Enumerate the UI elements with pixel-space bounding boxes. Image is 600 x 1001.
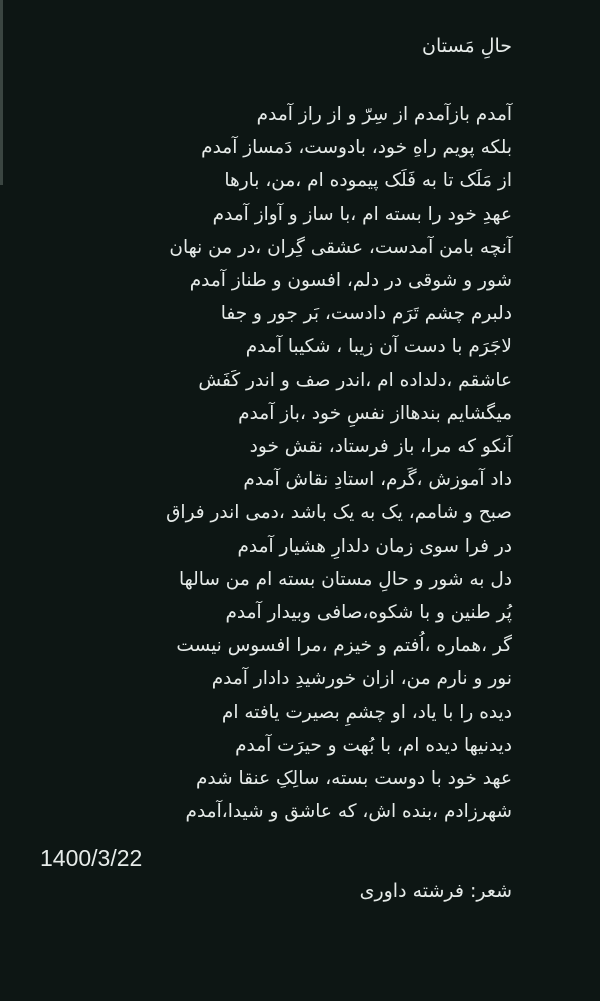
poem-line: صبح و شامم، یک به یک باشد ،دمی اندر فراق — [166, 502, 512, 524]
poem-line: نور و نارم من، ازان خورشیدِ دادار آمدم — [211, 668, 512, 690]
poem-line: در فرا سوی زمان دلدارِ هشیار آمدم — [237, 535, 512, 557]
poem-line: عهد خود با دوست بسته، سالِکِ عنقا شدم — [195, 768, 512, 790]
poem-line: آنچه بامن آمدست، عشقی گِران ،در من نهان — [169, 236, 512, 258]
scroll-indicator — [0, 0, 3, 185]
poem-line: دلبرم چشم تَرَم دادست، بَر جور و جفا — [220, 303, 512, 325]
poem-line: از مَلَک تا به فَلَک پیموده ام ،من، بارها — [224, 170, 512, 192]
poem-line: میگشایم بندهااز نفسِ خود ،باز آمدم — [238, 402, 512, 424]
poem-line: داد آموزش ،گَرم، استادِ نقاش آمدم — [243, 469, 512, 491]
poem-line: بلکه پویم راهِ خود، بادوست، دَمساز آمدم — [201, 137, 512, 159]
poem-line: دیده را با یاد، او چشمِ بصیرت یافته ام — [221, 701, 512, 723]
poem-lines — [30, 98, 512, 828]
poem-line: آمدم بازآمدم از سِرّ و از راز آمدم — [256, 104, 512, 125]
poem-line: عاشقم ،دلداده ام ،اندر صف و اندر کَفَش — [198, 369, 512, 391]
poem-line: شور و شوقی در دلم، افسون و طناز آمدم — [189, 270, 512, 292]
poem-author: شعر: فرشته داوری — [359, 880, 512, 902]
poem-line: شهرزادم ،بنده اش، که عاشق و شیدا،آمدم — [185, 801, 512, 823]
poem-title: حالِ مَستان — [422, 35, 512, 57]
poem-line: دل به شور و حالِ مستان بسته ام من سالها — [178, 568, 512, 590]
poem-line: آنکو که مرا، باز فرستاد، نقش خود — [249, 436, 512, 458]
poem-line: پُر طنین و با شکوه،صافی وبیدار آمدم — [225, 602, 512, 624]
poem-line: گر ،هماره ،اُفتم و خیزم ،مرا افسوس نیست — [176, 635, 512, 657]
poem-date: 1400/3/22 — [40, 845, 143, 871]
poem-line: دیدنیها دیده ام، با بُهت و حیرَت آمدم — [235, 734, 512, 756]
poem-container — [30, 28, 512, 828]
poem-line: لاجَرَم با دست آن زیبا ، شکیبا آمدم — [245, 336, 512, 358]
poem-line: عهدِ خود را بسته ام ،با ساز و آواز آمدم — [212, 203, 512, 225]
